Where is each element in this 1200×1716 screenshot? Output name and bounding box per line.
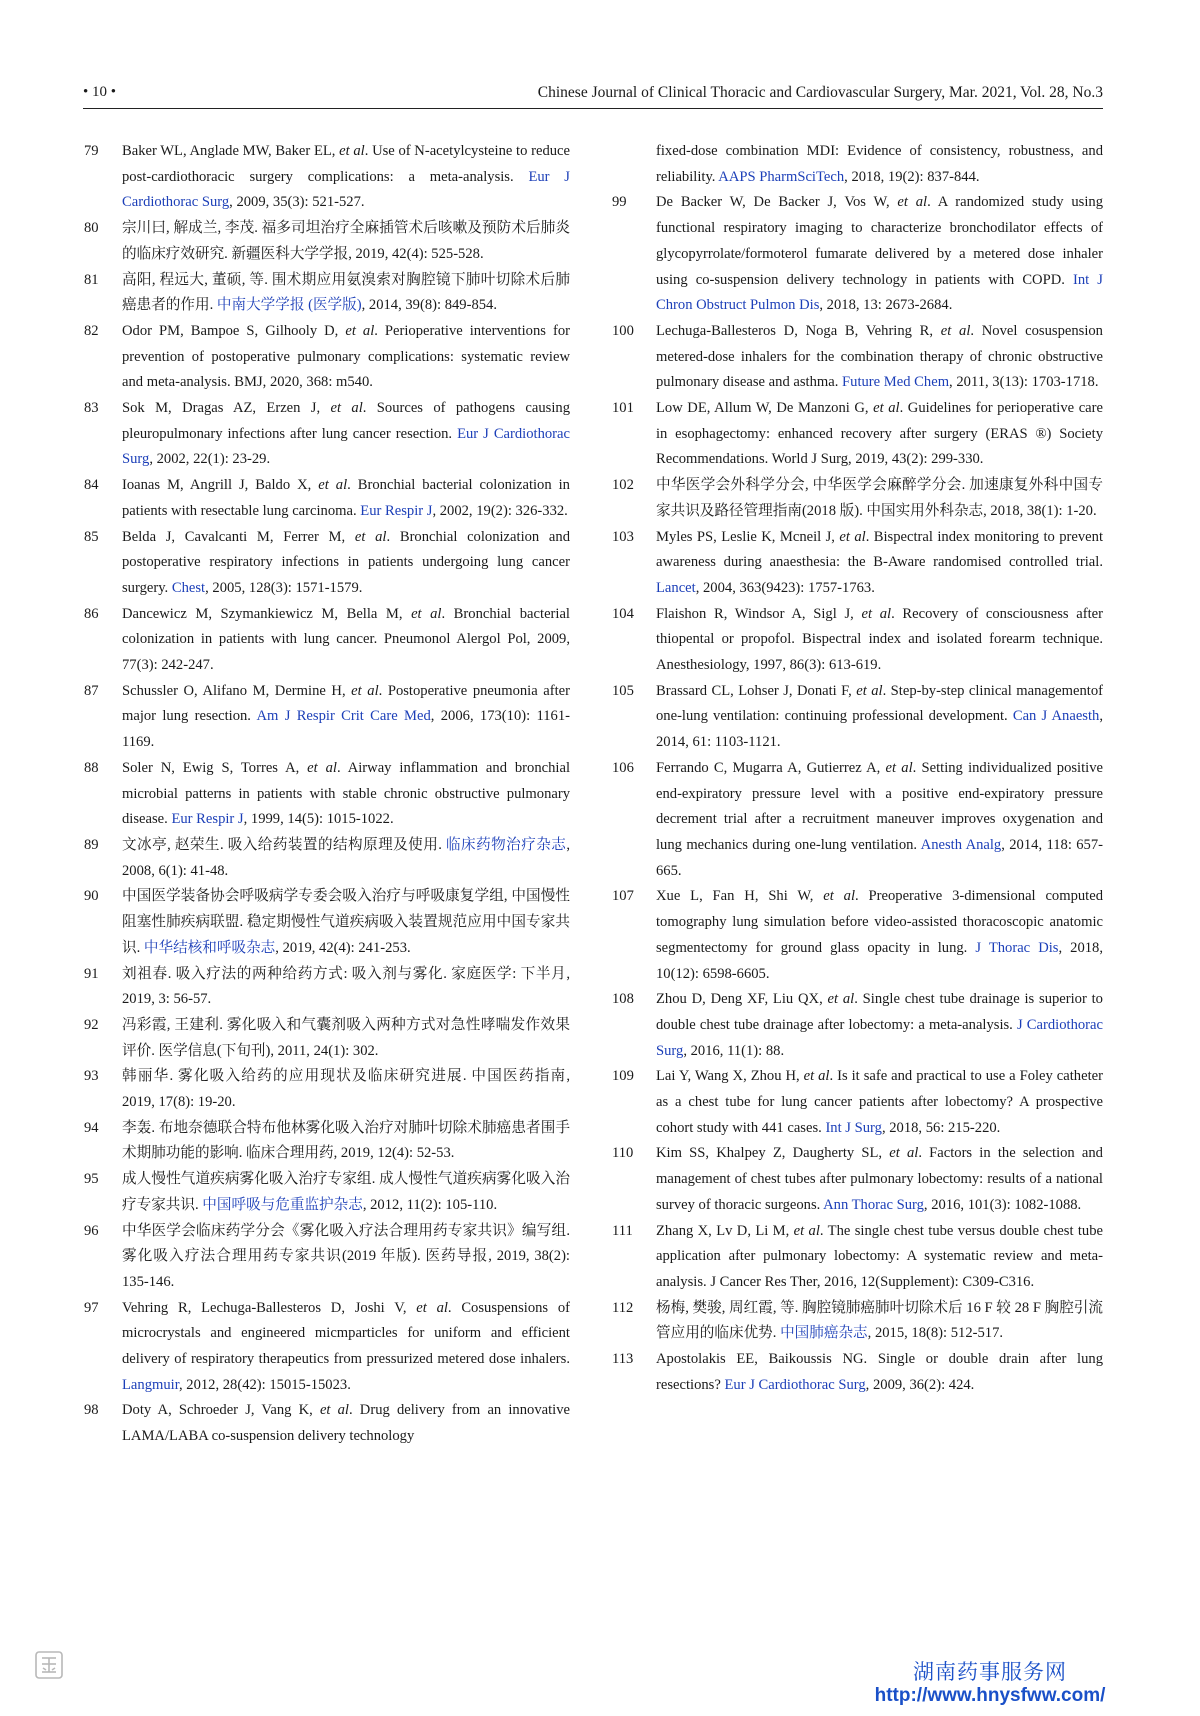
journal-link[interactable]: Eur J Cardiothorac Surg — [122, 168, 570, 211]
citation-text: . Perioperative interventions for prevention of postoperative pulmonary complications: systematic review and meta-analysis. BMJ, 2020, 368: m540. — [122, 322, 570, 391]
reference-number: 106 — [612, 759, 634, 776]
reference-entry — [84, 1167, 570, 1218]
citation-text: , 2009, 35(3): 521-527. — [229, 194, 365, 211]
citation-text: Low DE, Allum W, De Manzoni G, — [656, 400, 874, 417]
citation-text: Sok M, Dragas AZ, Erzen J, — [122, 400, 331, 417]
citation-text: , 2018, 10(12): 6598-6605. — [656, 939, 1103, 982]
reference-text — [122, 962, 570, 1013]
citation-text: Kim SS, Khalpey Z, Daugherty SL, — [656, 1145, 890, 1162]
reference-entry — [84, 1013, 570, 1064]
reference-number: 107 — [612, 888, 634, 905]
et-al-text: et al — [861, 605, 892, 622]
reference-text — [656, 396, 1103, 473]
reference-entry — [612, 190, 1103, 319]
journal-link[interactable]: Int J Surg — [825, 1119, 882, 1136]
reference-entry — [84, 833, 570, 884]
reference-number: 84 — [84, 477, 99, 494]
journal-link[interactable]: Can J Anaesth — [1012, 708, 1100, 725]
reference-text — [122, 1116, 570, 1167]
reference-number: 87 — [84, 682, 99, 699]
citation-text: . Use of N-acetylcysteine to reduce post-cardiothoracic surgery complications: a meta-analysis. — [122, 143, 570, 185]
reference-entry — [612, 884, 1103, 987]
citation-text: Vehring R, Lechuga-Ballesteros D, Joshi V, — [122, 1299, 417, 1316]
et-al-text: et al — [339, 143, 365, 159]
reference-text — [122, 1013, 570, 1064]
reference-text — [656, 987, 1103, 1064]
reference-text — [656, 139, 1103, 190]
et-al-text: et al — [351, 682, 379, 699]
reference-number: 94 — [84, 1119, 99, 1136]
citation-text: . Bronchial bacterial colonization in patients with lung cancer. Pneumonol Alergol Pol, 2009, 77(3): 242-247. — [122, 605, 570, 674]
citation-text: , 2011, 3(13): 1703-1718. — [949, 374, 1099, 391]
journal-link[interactable]: J Cardiothorac Surg — [656, 1016, 1103, 1059]
reference-text — [656, 525, 1103, 602]
citation-text: , 1999, 14(5): 1015-1022. — [243, 811, 394, 828]
reference-entry — [612, 602, 1103, 679]
journal-link[interactable]: J Thorac Dis — [975, 939, 1059, 956]
citation-text: . A randomized study using functional respiratory imaging to characterize bronchodilator effects of glycopyrrolate/formoterol fumarate delivered by a metered dose inhaler using co-suspension delivery technology in patients with COPD. — [656, 194, 1103, 288]
citation-text: 宗川曰, 解成兰, 李茂. 福多司坦治疗全麻插管术后咳嗽及预防术后肺炎的临床疗效研究. 新疆医科大学学报, 2019, 42(4): 525-528. — [122, 220, 570, 262]
reference-text — [656, 1347, 1103, 1398]
citation-text: 韩丽华. 雾化吸入给药的应用现状及临床研究进展. 中国医药指南, 2019, 17(8): 19-20. — [122, 1068, 570, 1111]
reference-number: 90 — [84, 888, 99, 905]
journal-link[interactable]: 临床药物治疗杂志 — [446, 836, 567, 853]
reference-entry — [612, 1296, 1103, 1347]
reference-text — [656, 319, 1103, 396]
reference-text — [122, 319, 570, 396]
reference-number: 93 — [84, 1068, 99, 1085]
watermark — [860, 1660, 1120, 1708]
citation-text: , 2014, 39(8): 849-854. — [361, 297, 497, 314]
et-al-text: et al — [411, 605, 442, 622]
et-al-text: et al — [793, 1222, 820, 1239]
reference-entry — [612, 396, 1103, 473]
reference-entry — [84, 1398, 570, 1449]
citation-text: 中国医学装备协会呼吸病学专委会吸入治疗与呼吸康复学组, 中国慢性阻塞性肺疾病联盟. 稳定期慢性气道疾病吸入装置规范应用中国专家共识. — [122, 888, 570, 956]
citation-text: 刘祖春. 吸入疗法的两种给药方式: 吸入剂与雾化. 家庭医学: 下半月, 2019, 3: 56-57. — [122, 965, 570, 1008]
citation-text: . Is it safe and practical to use a Foley catheter as a chest tube for lung cancer patients after lobectomy? A prospective cohort study with 441 cases. — [656, 1068, 1103, 1136]
reference-number: 86 — [84, 605, 99, 622]
watermark-url[interactable]: http://www.hnysfww.com/ — [874, 1685, 1106, 1706]
et-al-text: et al — [319, 1402, 349, 1419]
citation-text: . Setting individualized positive end-expiratory pressure level with a positive end-expiratory pressure decrement trial after a recruitment maneuver improves oxygenation and lung mechanics during one-lung ventilation. — [656, 759, 1103, 853]
journal-link[interactable]: Future Med Chem — [842, 374, 950, 391]
citation-text: , 2016, 11(1): 88. — [683, 1042, 785, 1059]
citation-text: . The single chest tube versus double chest tube application after pulmonary lobectomy: A systematic review and meta-analysis. J Cancer Res Ther, 2016, 12(Supplement): C309-C316. — [656, 1222, 1103, 1290]
reference-text — [122, 1219, 570, 1296]
reference-number: 81 — [84, 271, 99, 288]
seal-icon — [34, 1650, 64, 1680]
reference-number: 110 — [612, 1145, 634, 1162]
et-al-text: et al — [856, 682, 883, 699]
citation-text: Belda J, Cavalcanti M, Ferrer M, — [122, 528, 355, 545]
et-al-text: et al — [354, 528, 387, 545]
reference-text — [122, 1296, 570, 1399]
reference-entry — [84, 679, 570, 756]
reference-text — [122, 525, 570, 602]
citation-text: , 2002, 22(1): 23-29. — [149, 451, 271, 468]
reference-text — [656, 1064, 1103, 1141]
reference-entry — [84, 1219, 570, 1296]
running-header — [83, 84, 1103, 109]
reference-text — [656, 756, 1103, 885]
citation-text: . Guidelines for perioperative care in esophagectomy: enhanced recovery after surgery (ERAS ®) Society Recommendations. World J Surg, 2019, 43(2): 299-330. — [656, 400, 1103, 468]
reference-number: 111 — [612, 1222, 633, 1239]
references-left-column — [84, 139, 570, 1450]
citation-text: . Bispectral index monitoring to prevent awareness during anaesthesia: the B-Aware randomised controlled trial. — [656, 528, 1103, 571]
reference-number: 112 — [612, 1299, 634, 1316]
reference-entry — [612, 1347, 1103, 1398]
page-number: • 10 • — [83, 84, 117, 100]
journal-link[interactable]: Lancet — [656, 579, 696, 596]
reference-entry — [84, 962, 570, 1013]
citation-text: Soler N, Ewig S, Torres A, — [122, 759, 308, 776]
reference-text — [656, 1219, 1103, 1296]
reference-text — [656, 190, 1103, 319]
citation-text: . Cosuspensions of microcrystals and engineered micmparticles for uniform and efficient delivery of respiratory therapeutics from pressurized metered dose inhalers. — [122, 1299, 570, 1368]
journal-link[interactable]: Eur J Cardiothorac Surg — [122, 425, 570, 468]
reference-number: 80 — [84, 220, 99, 237]
et-al-text: et al — [940, 322, 971, 339]
et-al-text: et al — [416, 1299, 448, 1316]
journal-link[interactable]: Am J Respir Crit Care Med — [256, 708, 431, 725]
reference-text — [122, 1398, 570, 1449]
reference-text — [122, 602, 570, 679]
reference-number: 83 — [84, 400, 99, 417]
reference-number: 102 — [612, 477, 634, 494]
reference-text — [122, 268, 570, 319]
journal-link[interactable]: Eur J Cardiothorac Surg — [724, 1376, 866, 1393]
citation-text: Myles PS, Leslie K, Mcneil J, — [656, 528, 840, 545]
citation-text: Ioanas M, Angrill J, Baldo X, — [122, 477, 319, 494]
reference-text — [122, 139, 570, 216]
citation-text: Zhang X, Lv D, Li M, — [656, 1222, 794, 1239]
citation-text: Odor PM, Bampoe S, Gilhooly D, — [122, 322, 346, 339]
citation-text: , 2019, 42(4): 241-253. — [275, 939, 411, 956]
reference-entry — [612, 139, 1103, 190]
reference-text — [656, 884, 1103, 987]
et-al-text: et al — [307, 759, 337, 776]
et-al-text: et al — [889, 1145, 919, 1162]
reference-entry — [84, 396, 570, 473]
citation-text: Dancewicz M, Szymankiewicz M, Bella M, — [122, 605, 412, 622]
journal-link[interactable]: Chest — [171, 579, 206, 596]
citation-text: 李轰. 布地奈德联合特布他林雾化吸入治疗对肺叶切除术肺癌患者围手术期肺功能的影响. 临床合理用药, 2019, 12(4): 52-53. — [122, 1119, 570, 1162]
citation-text: 高阳, 程远大, 董硕, 等. 围术期应用氨溴索对胸腔镜下肺叶切除术后肺癌患者的作用. — [122, 271, 570, 314]
reference-entry — [612, 473, 1103, 524]
citation-text: , 2008, 6(1): 41-48. — [122, 836, 570, 879]
reference-number: 109 — [612, 1068, 634, 1085]
citation-text: , 2015, 18(8): 512-517. — [867, 1325, 1004, 1342]
journal-link[interactable]: AAPS PharmSciTech — [718, 168, 845, 185]
et-al-text: et al — [897, 194, 928, 211]
et-al-text: et al — [885, 759, 913, 776]
reference-number: 97 — [84, 1299, 99, 1316]
citation-text: Ferrando C, Mugarra A, Gutierrez A, — [656, 759, 886, 776]
reference-number: 103 — [612, 528, 634, 545]
citation-text: Lai Y, Wang X, Zhou H, — [656, 1068, 804, 1085]
citation-text: . Airway inflammation and bronchial microbial patterns in patients with stable chronic obstructive pulmonary disease. — [122, 759, 570, 828]
et-al-text: et al — [345, 322, 375, 339]
citation-text: . Single chest tube drainage is superior to double chest tube drainage after lobectomy: a meta-analysis. — [656, 991, 1103, 1033]
reference-number: 85 — [84, 528, 99, 545]
reference-number: 88 — [84, 759, 99, 776]
watermark-site-name: 湖南药事服务网 — [913, 1660, 1067, 1684]
citation-text: , 2002, 19(2): 326-332. — [432, 502, 568, 519]
journal-link[interactable]: Eur Respir J — [360, 502, 433, 519]
reference-number: 91 — [84, 965, 99, 982]
et-al-text: et al — [823, 888, 856, 905]
citation-text: . Bronchial bacterial colonization in patients with resectable lung carcinoma. — [122, 477, 570, 519]
reference-entry — [84, 1064, 570, 1115]
reference-number: 108 — [612, 991, 634, 1008]
citation-text: . Bronchial colonization and postoperative respiratory infections in patients undergoing lung cancer surgery. — [122, 528, 570, 596]
citation-text: fixed-dose combination MDI: Evidence of consistency, robustness, and reliability. — [656, 143, 1103, 185]
reference-entry — [84, 139, 570, 216]
reference-number: 79 — [84, 143, 99, 159]
et-al-text: et al — [839, 528, 866, 545]
reference-text — [122, 679, 570, 756]
journal-link[interactable]: 中国呼吸与危重监护杂志 — [202, 1196, 363, 1213]
citation-text: Apostolakis EE, Baikoussis NG. Single or double drain after lung resections? — [656, 1351, 1103, 1393]
citation-text: . Step-by-step clinical managementof one-lung ventilation: continuing professional development. — [656, 682, 1104, 725]
citation-text: , 2012, 11(2): 105-110. — [362, 1196, 498, 1213]
reference-number: 104 — [612, 605, 634, 622]
citation-text: 中华医学会临床药学分会《雾化吸入疗法合理用药专家共识》编写组. 雾化吸入疗法合理用药专家共识(2019 年版). 医药导报, 2019, 38(2): 135-146. — [122, 1222, 570, 1290]
citation-text: , 2004, 363(9423): 1757-1763. — [695, 579, 875, 596]
citation-text: Schussler O, Alifano M, Dermine H, — [122, 682, 352, 699]
journal-link[interactable]: 中华结核和呼吸杂志 — [143, 939, 276, 956]
reference-entry — [612, 319, 1103, 396]
reference-text — [122, 1167, 570, 1218]
citation-text: Xue L, Fan H, Shi W, — [656, 888, 824, 905]
reference-text — [656, 602, 1103, 679]
citation-text: , 2005, 128(3): 1571-1579. — [205, 579, 363, 596]
citation-text: , 2016, 101(3): 1082-1088. — [923, 1196, 1082, 1213]
citation-text: , 2012, 28(42): 15015-15023. — [178, 1376, 351, 1393]
journal-link[interactable]: Langmuir — [122, 1376, 179, 1393]
citation-text: De Backer W, De Backer J, Vos W, — [656, 194, 898, 211]
citation-text: 成人慢性气道疾病雾化吸入治疗专家组. 成人慢性气道疾病雾化吸入治疗专家共识. — [122, 1171, 570, 1213]
citation-text: 文冰亭, 赵荣生. 吸入给药装置的结构原理及使用. — [122, 836, 447, 853]
et-al-text: et al — [330, 400, 363, 417]
citation-text: , 2018, 56: 215-220. — [881, 1119, 1001, 1136]
citation-text: , 2014, 61: 1103-1121. — [656, 708, 1103, 751]
citation-text: . Postoperative pneumonia after major lung resection. — [122, 682, 570, 725]
references-right-column — [612, 139, 1103, 1398]
reference-entry — [84, 216, 570, 267]
reference-entry — [84, 473, 570, 524]
journal-link[interactable]: Ann Thorac Surg — [823, 1196, 924, 1213]
et-al-text: et al — [827, 991, 855, 1008]
journal-link[interactable]: Int J Chron Obstruct Pulmon Dis — [656, 271, 1103, 314]
reference-number: 82 — [84, 322, 99, 339]
citation-text: 冯彩霞, 王建利. 雾化吸入和气囊剂吸入两种方式对急性哮喘发作效果评价. 医学信息(下旬刊), 2011, 24(1): 302. — [122, 1016, 570, 1059]
reference-number: 99 — [612, 194, 627, 211]
reference-text — [122, 473, 570, 524]
citation-text: Baker WL, Anglade MW, Baker EL, — [122, 143, 340, 159]
reference-entry — [84, 525, 570, 602]
journal-citation: Chinese Journal of Clinical Thoracic and Cardiovascular Surgery, Mar. 2021, Vol. 28, No.3 — [537, 84, 1103, 101]
citation-text: . Recovery of consciousness after thiopental or propofol. Bispectral index and isolated forearm technique. Anesthesiology, 1997, 86(3): 613-619. — [656, 605, 1103, 674]
reference-text — [122, 396, 570, 473]
reference-number: 92 — [84, 1016, 99, 1033]
reference-number — [612, 139, 656, 190]
reference-number: 96 — [84, 1222, 99, 1239]
citation-text: Lechuga-Ballesteros D, Noga B, Vehring R, — [656, 322, 941, 339]
reference-entry — [84, 319, 570, 396]
reference-text — [122, 884, 570, 961]
reference-text — [656, 473, 1103, 524]
reference-text — [122, 756, 570, 833]
citation-text: . Factors in the selection and management of chest tubes after pulmonary lobectomy: results of a national survey of thoracic surgeons. — [656, 1145, 1103, 1213]
reference-text — [122, 216, 570, 267]
reference-entry — [84, 268, 570, 319]
reference-entry — [612, 756, 1103, 885]
citation-text: Zhou D, Deng XF, Liu QX, — [656, 991, 828, 1008]
reference-text — [656, 679, 1103, 756]
reference-number: 105 — [612, 682, 634, 699]
citation-text: 杨梅, 樊骏, 周红霞, 等. 胸腔镜肺癌肺叶切除术后 16 F 较 28 F 胸腔引流管应用的临床优势. — [656, 1299, 1103, 1342]
citation-text: . Drug delivery from an innovative LAMA/LABA co-suspension delivery technology — [122, 1402, 570, 1445]
reference-number: 95 — [84, 1171, 99, 1188]
reference-entry — [612, 1141, 1103, 1218]
citation-text: Brassard CL, Lohser J, Donati F, — [656, 682, 857, 699]
reference-entry — [612, 987, 1103, 1064]
reference-entry — [612, 525, 1103, 602]
reference-entry — [84, 756, 570, 833]
reference-number: 100 — [612, 322, 634, 339]
citation-text: , 2014, 118: 657-665. — [656, 836, 1103, 879]
journal-link[interactable]: Eur Respir J — [171, 811, 244, 828]
citation-text: Flaishon R, Windsor A, Sigl J, — [656, 605, 862, 622]
reference-number: 98 — [84, 1402, 99, 1419]
citation-text: . Preoperative 3-dimensional computed tomography lung simulation before video-assisted thoracoscopic anatomic segmentectomy for ground glass opacity in lung. — [656, 888, 1103, 956]
et-al-text: et al — [318, 477, 348, 494]
reference-entry — [84, 1116, 570, 1167]
citation-text: , 2018, 13: 2673-2684. — [819, 297, 953, 314]
reference-text — [122, 1064, 570, 1115]
reference-entry — [84, 1296, 570, 1399]
reference-number: 101 — [612, 400, 634, 417]
reference-text — [656, 1141, 1103, 1218]
reference-entry — [84, 602, 570, 679]
reference-text — [122, 833, 570, 884]
et-al-text: et al — [803, 1068, 830, 1085]
reference-entry — [612, 1064, 1103, 1141]
reference-entry — [612, 1219, 1103, 1296]
journal-link[interactable]: Anesth Analg — [920, 836, 1002, 853]
reference-entry — [84, 884, 570, 961]
citation-text: . Novel cosuspension metered-dose inhalers for the combination therapy of chronic obstructive pulmonary disease and asthma. — [656, 322, 1103, 391]
citation-text: 中华医学会外科学分会, 中华医学会麻醉学分会. 加速康复外科中国专家共识及路径管理指南(2018 版). 中国实用外科杂志, 2018, 38(1): 1-20. — [656, 477, 1103, 519]
reference-number: 89 — [84, 836, 99, 853]
citation-text: , 2006, 173(10): 1161-1169. — [122, 708, 570, 751]
et-al-text: et al — [873, 400, 900, 417]
citation-text: Doty A, Schroeder J, Vang K, — [122, 1402, 320, 1419]
reference-number: 113 — [612, 1351, 634, 1368]
journal-link[interactable]: 中南大学学报 (医学版) — [216, 297, 362, 314]
citation-text: . Sources of pathogens causing pleuropulmonary infections after lung cancer resection. — [122, 400, 570, 442]
journal-link[interactable]: 中国肺癌杂志 — [780, 1325, 868, 1342]
citation-text: , 2018, 19(2): 837-844. — [844, 168, 980, 185]
reference-entry — [612, 679, 1103, 756]
reference-text — [656, 1296, 1103, 1347]
citation-text: , 2009, 36(2): 424. — [865, 1376, 975, 1393]
